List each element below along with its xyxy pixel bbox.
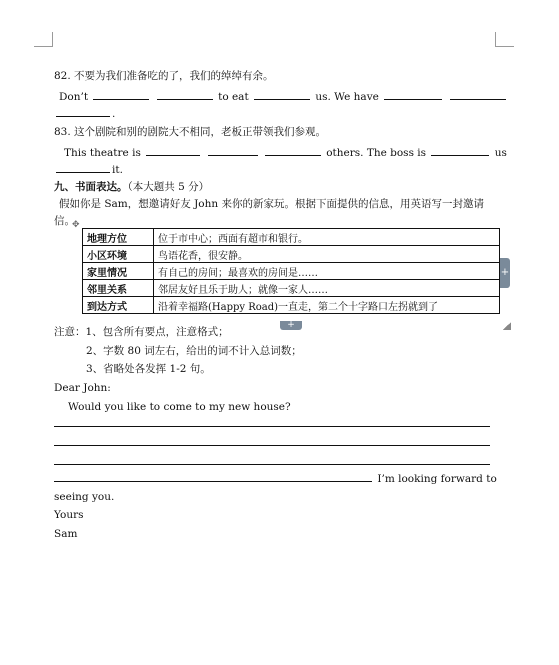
- q83-english-cont: [54, 162, 123, 177]
- q82-blank-3[interactable]: [254, 89, 310, 100]
- section-heading: [54, 180, 209, 194]
- q82-blank-4[interactable]: [384, 89, 442, 100]
- section-score: （本大题共 5 分）: [127, 181, 210, 193]
- q83-blank-2[interactable]: [208, 145, 258, 156]
- info-table: [82, 228, 500, 314]
- q82-blank-1[interactable]: [93, 89, 149, 100]
- q83-text-2: others. The boss is: [326, 147, 427, 159]
- table-cell-value: 沿着幸福路(Happy Road)一直走，第二个十字路口左拐就到了: [154, 297, 500, 314]
- q82-text-1: Don’t: [59, 91, 89, 103]
- letter-signature: Sam: [54, 528, 78, 540]
- table-add-row-icon[interactable]: +: [280, 321, 302, 330]
- q82-english-cont: .: [54, 106, 115, 121]
- q82-text-2: to eat: [218, 91, 249, 103]
- table-row: [83, 263, 500, 280]
- table-cell-key: 到达方式: [83, 297, 154, 314]
- letter-forward-line: [54, 471, 497, 486]
- q83-blank-4[interactable]: [431, 145, 489, 156]
- writing-line-1[interactable]: [54, 426, 490, 427]
- table-cell-value: 位于市中心；西面有超市和银行。: [154, 229, 500, 246]
- q83-english: [64, 145, 507, 160]
- q82-text-3: us. We have: [315, 91, 379, 103]
- table-row: [83, 297, 500, 314]
- letter-closing: Yours: [54, 509, 84, 521]
- table-add-column-icon[interactable]: +: [500, 258, 510, 288]
- table-cell-key: 家里情况: [83, 263, 154, 280]
- table-cell-value: 邻居友好且乐于助人；就像一家人……: [154, 280, 500, 297]
- letter-line-1: Would you like to come to my new house?: [68, 401, 291, 413]
- section-title: 九、书面表达。: [54, 181, 128, 193]
- q83-blank-3[interactable]: [265, 145, 321, 156]
- table-resize-handle-icon[interactable]: [503, 322, 511, 330]
- q82-blank-5[interactable]: [450, 89, 506, 100]
- writing-line-2[interactable]: [54, 445, 490, 446]
- table-row: [83, 246, 500, 263]
- writing-prompt-1: 假如你是 Sam，想邀请好友 John 来你的新家玩。根据下面提供的信息，用英语写一封邀请: [59, 198, 484, 210]
- q82-chinese: 82. 不要为我们准备吃的了，我们的绰绰有余。: [54, 70, 274, 82]
- note-2: 2、字数 80 词左右，给出的词不计入总词数；: [86, 345, 302, 357]
- letter-salutation: Dear John:: [54, 382, 111, 394]
- table-cell-value: 有自己的房间；最喜欢的房间是……: [154, 263, 500, 280]
- table-cell-key: 地理方位: [83, 229, 154, 246]
- table-cell-key: 小区环境: [83, 246, 154, 263]
- crop-mark-top-right: [495, 32, 514, 47]
- writing-prompt-2: 信。: [54, 215, 75, 227]
- q83-blank-1[interactable]: [146, 145, 200, 156]
- table-cell-value: 鸟语花香，很安静。: [154, 246, 500, 263]
- q82-blank-6[interactable]: [56, 106, 110, 117]
- q83-chinese: 83. 这个剧院和别的剧院大不相同，老板正带领我们参观。: [54, 126, 327, 138]
- note-3: 3、省略处各发挥 1-2 句。: [86, 363, 211, 375]
- table-row: [83, 280, 500, 297]
- crop-mark-top-left: [34, 32, 53, 47]
- table-cell-key: 邻里关系: [83, 280, 154, 297]
- q82-english: [59, 89, 508, 104]
- writing-line-3[interactable]: [54, 464, 490, 465]
- table-row: [83, 229, 500, 246]
- letter-forward-1: I’m looking forward to: [377, 473, 497, 485]
- q83-blank-5[interactable]: [56, 162, 110, 173]
- table-move-handle-icon[interactable]: ✥: [72, 220, 80, 230]
- letter-forward-2: seeing you.: [54, 491, 115, 503]
- q82-blank-2[interactable]: [157, 89, 213, 100]
- q83-text-3: us: [494, 147, 507, 159]
- q83-text-4: it.: [112, 164, 123, 176]
- note-1: 注意：1、包含所有要点，注意格式；: [54, 326, 229, 338]
- writing-line-4[interactable]: [54, 471, 372, 482]
- q83-text-1: This theatre is: [64, 147, 141, 159]
